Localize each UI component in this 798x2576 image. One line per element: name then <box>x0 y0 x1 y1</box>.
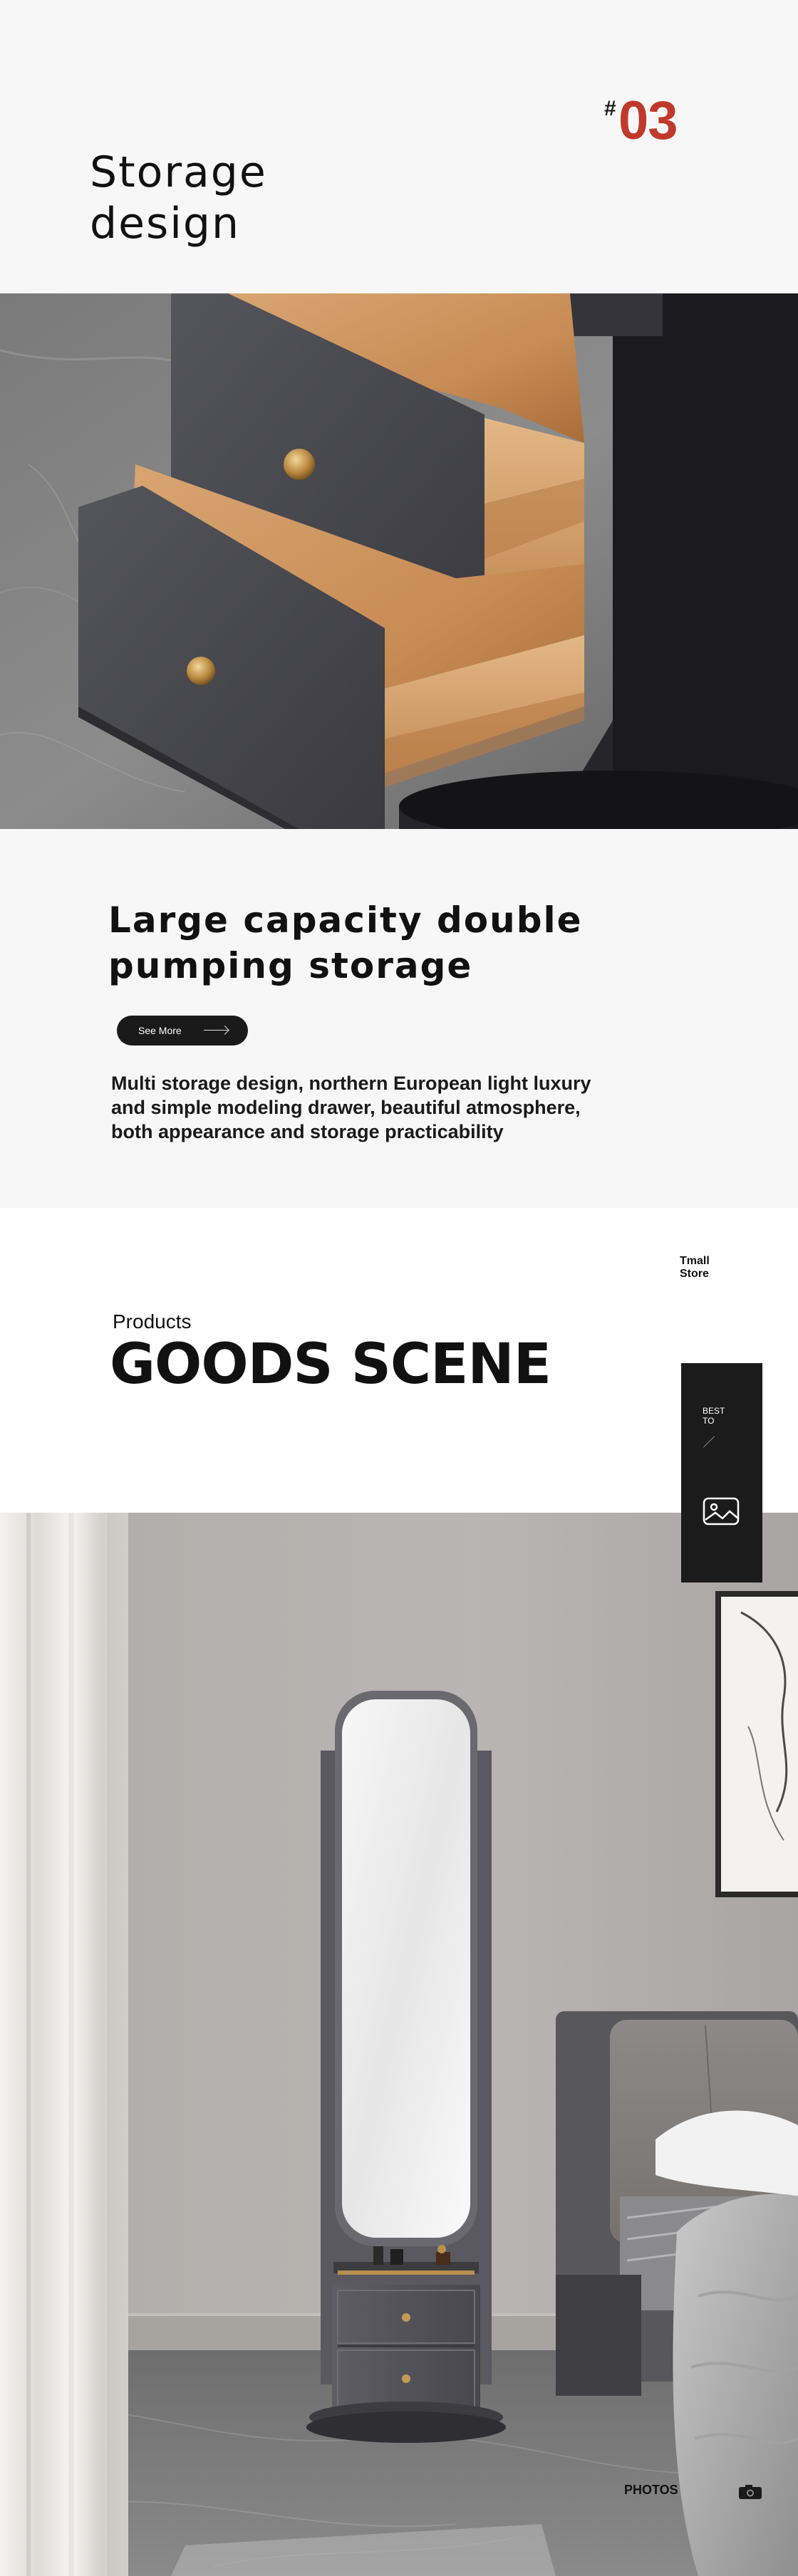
drawer-photo-illustration <box>0 293 798 829</box>
capacity-description <box>111 1071 624 1144</box>
scene-photo <box>0 1513 798 2576</box>
section-number-hash: # <box>604 97 616 120</box>
capacity-section <box>0 829 798 1208</box>
photos-label[interactable]: PHOTOS <box>624 2483 678 2497</box>
products-label: Products <box>113 1310 192 1333</box>
best-to-card[interactable] <box>681 1363 762 1582</box>
capacity-title-line-1: Large capacity double <box>108 899 583 941</box>
tmall-store-line-1: Tmall <box>680 1255 710 1267</box>
scene-photo-illustration <box>0 1513 798 2576</box>
goods-scene-title: GOODS SCENE <box>110 1333 551 1397</box>
best-to-line-1: BEST <box>703 1406 725 1416</box>
storage-title <box>90 147 375 249</box>
capacity-title-line-2: pumping storage <box>108 945 473 986</box>
see-more-label: See More <box>138 1025 182 1036</box>
section-number-digits: 03 <box>618 90 678 151</box>
drawer-photo <box>0 293 798 829</box>
tmall-store-label[interactable] <box>680 1255 710 1281</box>
storage-title-line-2: design <box>90 199 241 249</box>
camera-icon[interactable] <box>738 2484 762 2500</box>
goods-scene-section <box>0 1208 798 1513</box>
capacity-title <box>108 897 607 989</box>
capacity-description-line-1: Multi storage design, northern European light luxury <box>111 1073 591 1094</box>
arrow-right-icon <box>204 1030 228 1031</box>
capacity-description-line-3: both appearance and storage practicability <box>111 1121 504 1142</box>
image-icon <box>703 1497 740 1526</box>
see-more-button[interactable] <box>117 1016 248 1045</box>
capacity-description-line-2: and simple modeling drawer, beautiful atmosphere, <box>111 1097 581 1118</box>
best-to-line-2: TO <box>703 1416 715 1426</box>
best-to-text <box>703 1406 725 1426</box>
storage-header-section <box>0 0 798 293</box>
tmall-store-line-2: Store <box>680 1268 709 1280</box>
slash-divider <box>703 1436 715 1447</box>
storage-title-line-1: Storage <box>90 147 267 197</box>
